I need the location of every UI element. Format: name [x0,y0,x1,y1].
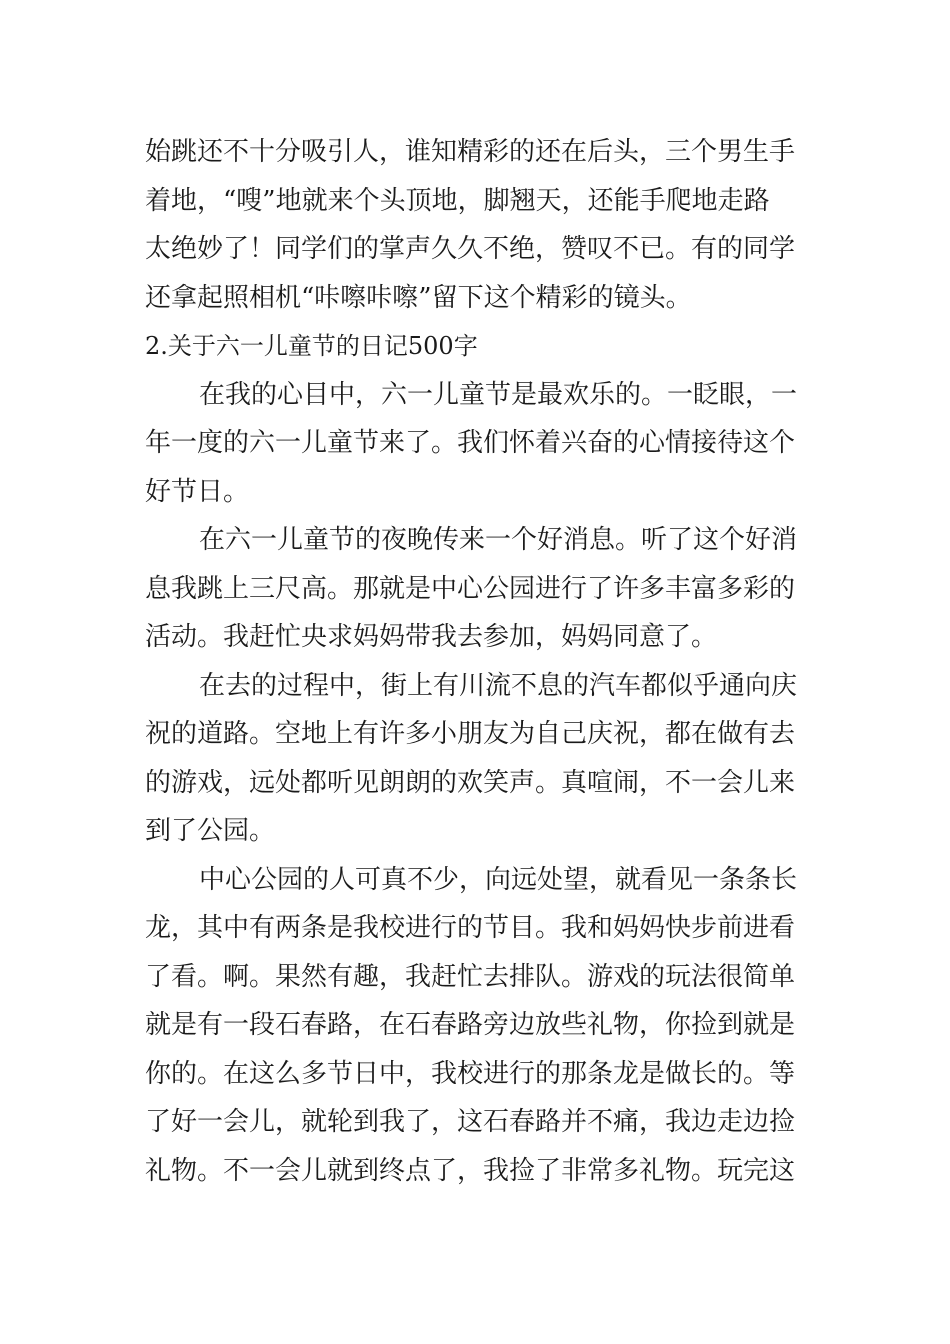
text-line: 了看。啊。果然有趣，我赶忙去排队。游戏的玩法很简单 [145,961,796,992]
paragraph [145,371,810,517]
text-line: 在我的心目中，六一儿童节是最欢乐的。一眨眼，一 [199,379,798,410]
text-line: 好节日。 [145,476,250,507]
text-line: 息我跳上三尺高。那就是中心公园进行了许多丰富多彩的 [145,573,796,604]
text-line: 还拿起照相机“咔嚓咔嚓”留下这个精彩的镜头。 [145,282,692,313]
text-line: 就是有一段石春路，在石春路旁边放些礼物，你捡到就是 [145,1010,796,1040]
text-line: 年一度的六一儿童节来了。我们怀着兴奋的心情接待这个 [145,428,796,458]
text-line: 在六一儿童节的夜晚传来一个好消息。听了这个好消 [199,525,798,555]
text-line: 着地，“嗖”地就来个头顶地，脚翘天，还能手爬地走路 [145,185,770,216]
text-line: 你的。在这么多节日中，我校进行的那条龙是做长的。等 [145,1058,796,1089]
paragraph-continued [145,128,810,322]
section-heading: 2.关于六一儿童节的日记500字 [145,332,478,360]
text-line: 礼物。不一会儿就到终点了，我捡了非常多礼物。玩完这 [145,1155,796,1186]
text-line: 始跳还不十分吸引人，谁知精彩的还在后头，三个男生手 [145,137,796,167]
text-line: 活动。我赶忙央求妈妈带我去参加，妈妈同意了。 [145,622,718,652]
text-line: 了好一会儿，就轮到我了，这石春路并不痛，我边走边捡 [145,1107,796,1137]
text-line: 中心公园的人可真不少，向远处望，就看见一条条长 [199,864,798,895]
text-line: 祝的道路。空地上有许多小朋友为自己庆祝，都在做有去 [145,719,796,749]
paragraph [145,856,810,1196]
text-line: 在去的过程中，街上有川流不息的汽车都似乎通向庆 [199,670,798,701]
text-line: 龙，其中有两条是我校进行的节目。我和妈妈快步前进看 [145,913,796,943]
text-line: 的游戏，远处都听见朗朗的欢笑声。真喧闹，不一会儿来 [145,767,796,798]
document-body [145,128,810,1195]
text-line: 到了公园。 [145,816,276,846]
text-line: 太绝妙了！同学们的掌声久久不绝，赞叹不已。有的同学 [145,234,796,264]
paragraph [145,662,810,856]
paragraph [145,516,810,662]
